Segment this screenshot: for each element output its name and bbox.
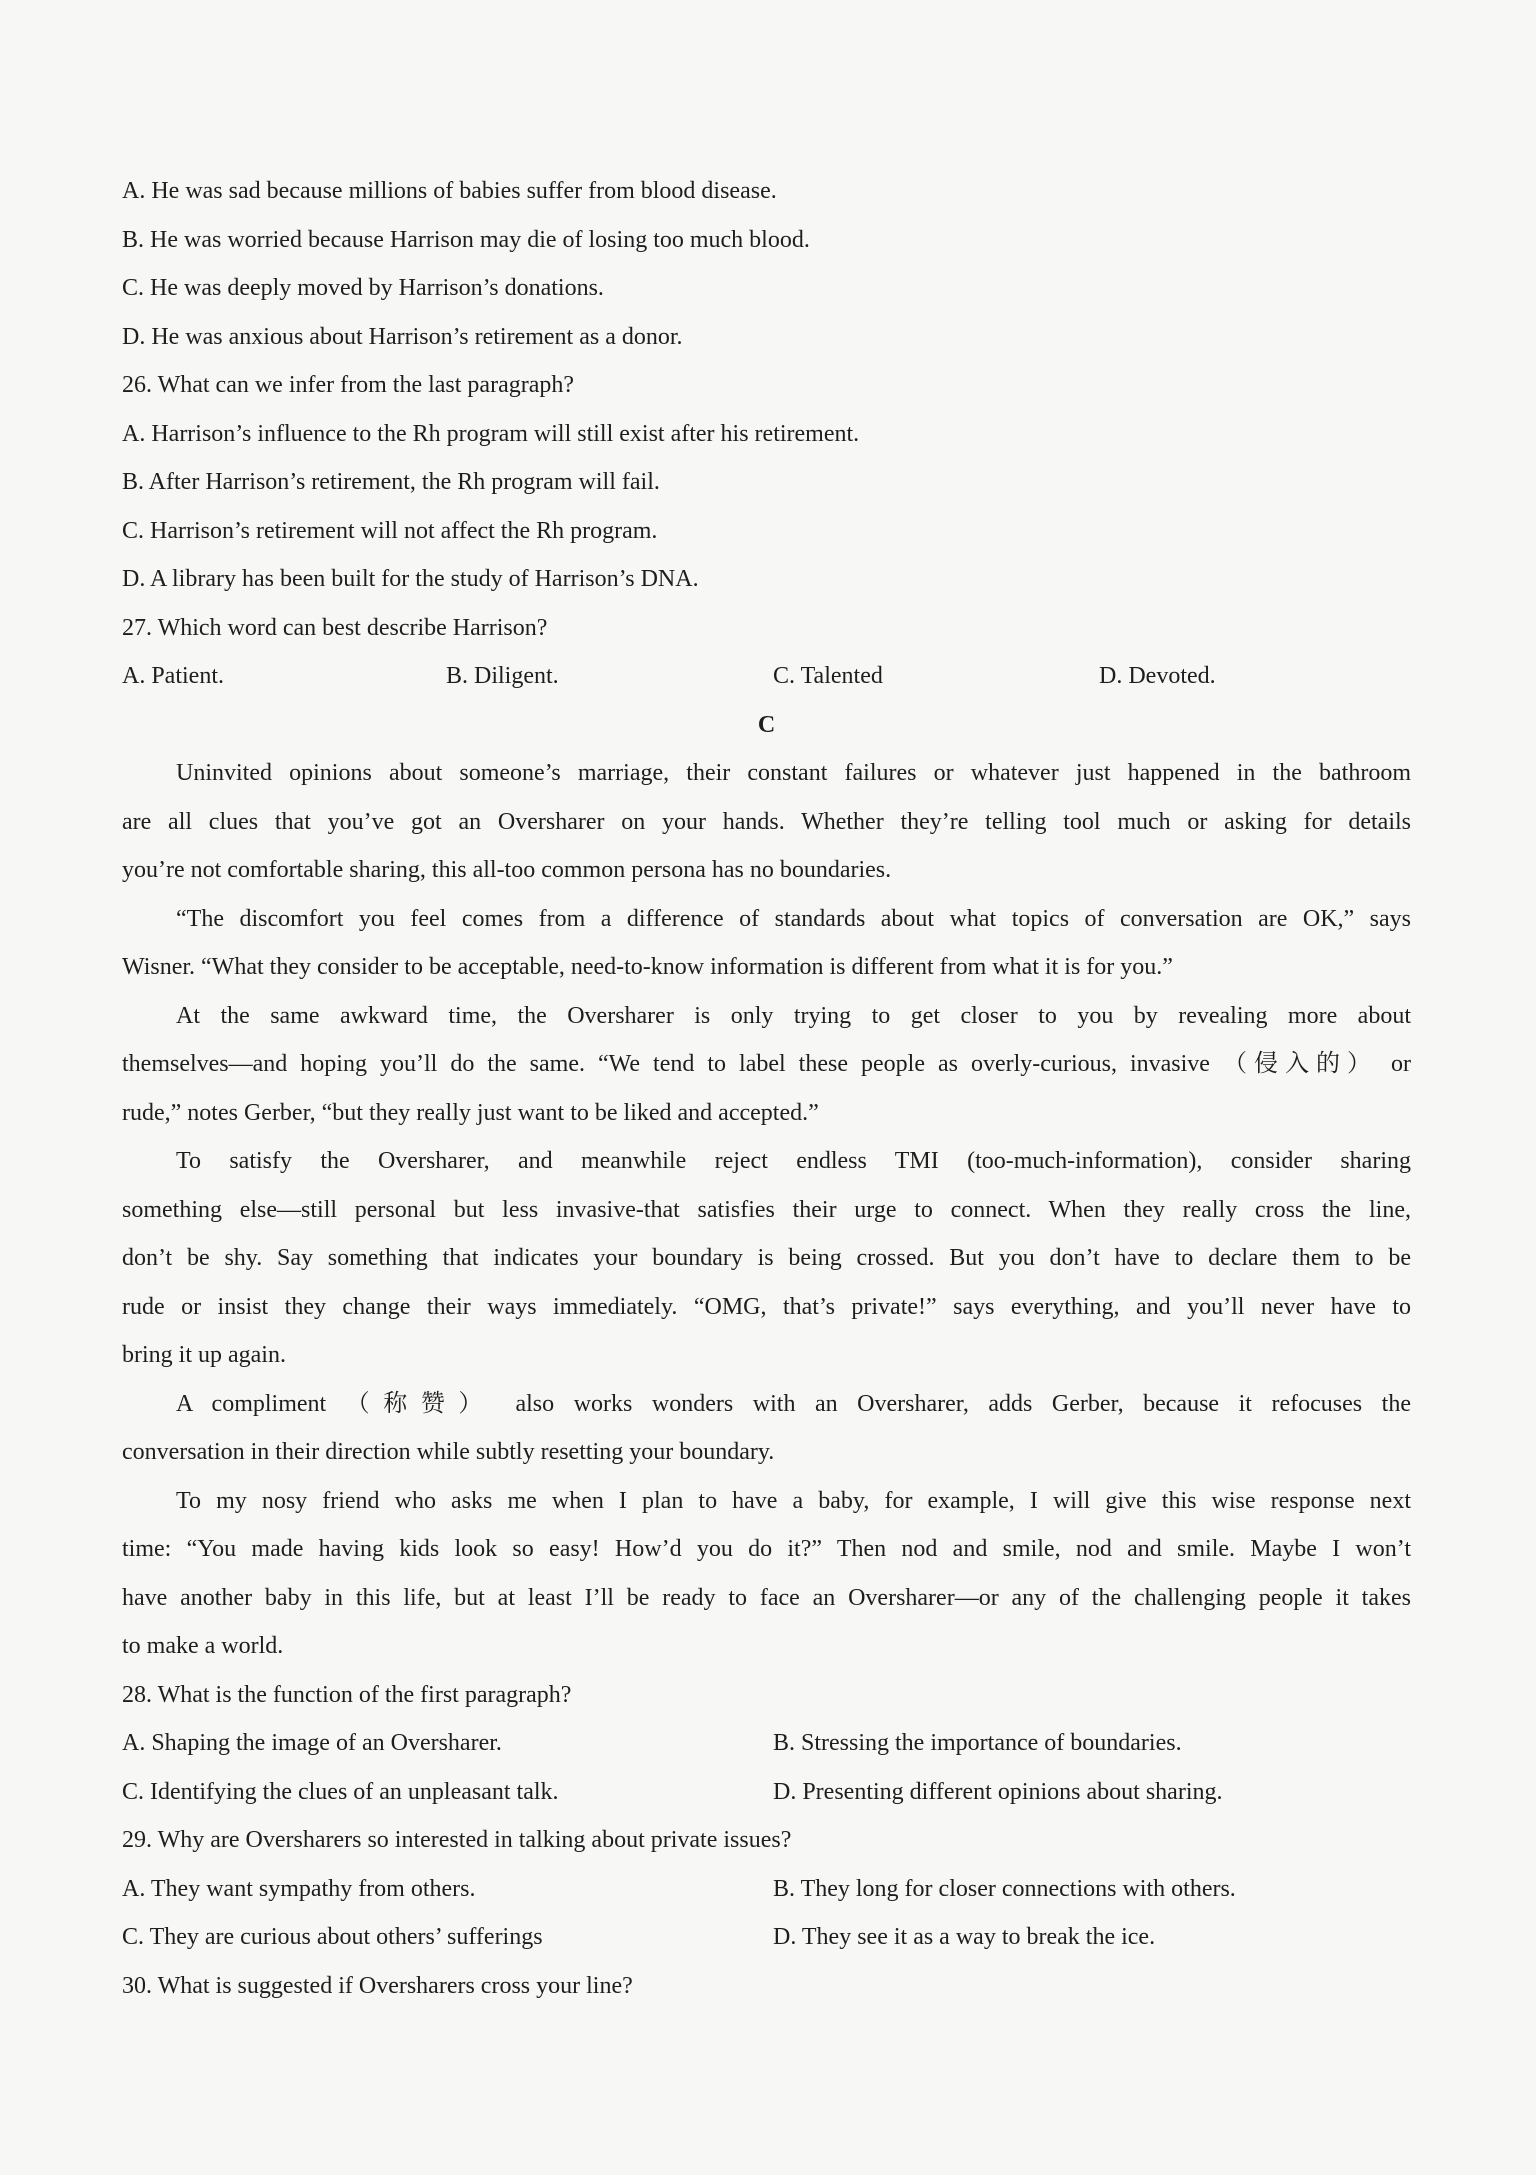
option-b: B. They long for closer connections with others. [773, 1875, 1236, 1902]
paragraph-3 [122, 992, 1411, 1138]
option-c: C. Identifying the clues of an unpleasant talk. [122, 1778, 559, 1805]
paragraph-line: Uninvited opinions about someone’s marriage, their constant failures or whatever just happened in the bathroom [176, 760, 1411, 786]
options-row [122, 1865, 1411, 1914]
question-27 [122, 604, 1411, 701]
paragraph-line: time: “You made having kids look so easy! How’d you do it?” Then nod and smile, nod and smile. Maybe I won’t [122, 1536, 1411, 1562]
option-a: A. Shaping the image of an Oversharer. [122, 1730, 502, 1756]
question-stem: 29. Why are Oversharers so interested in talking about private issues? [122, 1827, 792, 1853]
paragraph-6 [122, 1477, 1411, 1671]
paragraph-line: conversation in their direction while subtly resetting your boundary. [122, 1439, 775, 1465]
option-d: D. They see it as a way to break the ice. [773, 1924, 1156, 1950]
page-content [122, 167, 1411, 2010]
option-c: C. They are curious about others’ sufferings [122, 1924, 543, 1950]
paragraph-line: have another baby in this life, but at least I’ll be ready to face an Oversharer—or any of the challenging people it takes [122, 1584, 1411, 1611]
paragraph-line: don’t be shy. Say something that indicates your boundary is being crossed. But you don’t have to declare them to be [122, 1245, 1411, 1271]
option-c: C. Harrison’s retirement will not affect the Rh program. [122, 517, 658, 544]
options-row [122, 1913, 1411, 1962]
option-c: C. He was deeply moved by Harrison’s donations. [122, 275, 604, 301]
question-29 [122, 1816, 1411, 1962]
passage-c [122, 701, 1411, 1671]
option-a: A. Patient. [122, 663, 224, 689]
passage-heading: C [757, 711, 776, 738]
option-a: A. They want sympathy from others. [122, 1875, 476, 1902]
paragraph-line: A compliment （称赞） also works wonders with an Oversharer, adds Gerber, because it refocuses the [176, 1390, 1411, 1417]
option-a: A. He was sad because millions of babies suffer from blood disease. [122, 178, 777, 204]
option-b: B. He was worried because Harrison may die of losing too much blood. [122, 226, 810, 253]
option-d: D. Presenting different opinions about sharing. [773, 1778, 1223, 1805]
paragraph-line: you’re not comfortable sharing, this all-too common persona has no boundaries. [122, 857, 892, 883]
question-28 [122, 1671, 1411, 1817]
paragraph-line: To satisfy the Oversharer, and meanwhile reject endless TMI (too-much-information), consider sharing [176, 1148, 1411, 1174]
option-b: B. Stressing the importance of boundaries. [773, 1730, 1182, 1756]
option-b: B. After Harrison’s retirement, the Rh program will fail. [122, 469, 660, 495]
question-stem: 27. Which word can best describe Harrison? [122, 614, 548, 641]
question-26 [122, 361, 1411, 604]
paragraph-line: are all clues that you’ve got an Oversharer on your hands. Whether they’re telling tool much or asking for details [122, 808, 1411, 835]
paragraph-line: rude or insist they change their ways immediately. “OMG, that’s private!” says everything, and you’ll never have to [122, 1293, 1411, 1320]
question-30 [122, 1962, 1411, 2011]
paragraph-line: Wisner. “What they consider to be acceptable, need-to-know information is different from what it is for you.” [122, 954, 1173, 980]
question-stem: 30. What is suggested if Oversharers cross your line? [122, 1972, 633, 1999]
option-d: D. Devoted. [1099, 663, 1216, 689]
options-row [122, 1719, 1411, 1768]
paragraph-line: something else—still personal but less invasive-that satisfies their urge to connect. When they really cross the line, [122, 1196, 1411, 1223]
paragraph-4 [122, 1137, 1411, 1380]
option-d: D. He was anxious about Harrison’s retirement as a donor. [122, 323, 683, 350]
paragraph-line: themselves—and hoping you’ll do the same. “We tend to label these people as overly-curious, invasive （侵入的） or [122, 1051, 1411, 1077]
paragraph-line: To my nosy friend who asks me when I plan to have a baby, for example, I will give this wise response next [176, 1487, 1411, 1514]
question-stem: 26. What can we infer from the last paragraph? [122, 372, 575, 398]
option-d: D. A library has been built for the study of Harrison’s DNA. [122, 566, 699, 592]
option-a: A. Harrison’s influence to the Rh program will still exist after his retirement. [122, 420, 860, 447]
question-25-options [122, 167, 1411, 361]
option-b: B. Diligent. [446, 663, 559, 689]
options-row [122, 652, 1411, 701]
paragraph-1 [122, 749, 1411, 895]
question-stem: 28. What is the function of the first paragraph? [122, 1681, 572, 1708]
paragraph-line: bring it up again. [122, 1342, 286, 1368]
paragraph-line: At the same awkward time, the Oversharer is only trying to get closer to you by revealing more about [176, 1002, 1411, 1029]
options-row [122, 1768, 1411, 1817]
option-c: C. Talented [773, 663, 883, 689]
paragraph-5 [122, 1380, 1411, 1477]
paragraph-line: rude,” notes Gerber, “but they really just want to be liked and accepted.” [122, 1099, 819, 1126]
paragraph-line: “The discomfort you feel comes from a difference of standards about what topics of conversation are OK,” says [176, 905, 1411, 932]
paragraph-line: to make a world. [122, 1633, 284, 1659]
paragraph-2 [122, 895, 1411, 992]
